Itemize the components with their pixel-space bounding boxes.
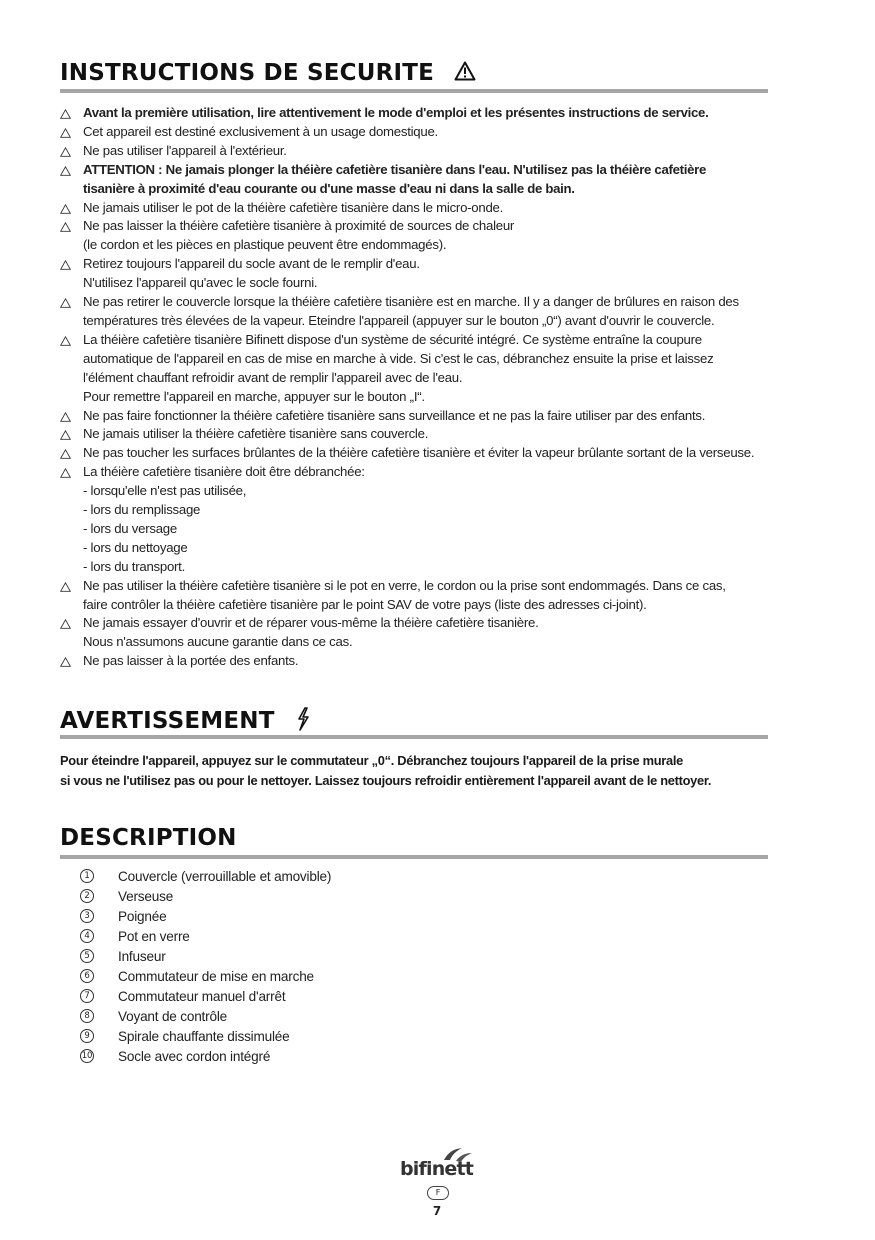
bullet-triangle-icon (60, 449, 71, 459)
safety-item (60, 142, 830, 161)
part-label: Pot en verre (118, 929, 190, 944)
part-number: 10 (81, 1051, 93, 1062)
bullet-triangle-icon (60, 430, 71, 440)
safety-item (60, 463, 830, 576)
bullet-triangle-icon (60, 109, 71, 119)
brand-name: bifinett (400, 1158, 474, 1180)
part-label: Socle avec cordon intégré (118, 1049, 271, 1064)
safety-item (60, 123, 830, 142)
bullet-triangle-icon (60, 412, 71, 422)
warning-heading (60, 707, 311, 736)
safety-item-line: Ne pas utiliser la théière cafetière tisanière si le pot en verre, le cordon ou la prise sont endommagés. Dans ce cas, (83, 577, 726, 593)
safety-item-line: Ne pas faire fonctionner la théière cafetière tisanière sans surveillance et ne pas la faire utiliser par des enfants. (83, 407, 706, 423)
bullet-triangle-icon (60, 147, 71, 157)
bullet-triangle-icon (60, 222, 71, 232)
warning-triangle-icon (454, 61, 476, 86)
safety-heading (60, 61, 476, 86)
safety-item-line: Ne pas utiliser l'appareil à l'extérieur. (83, 142, 287, 158)
part-label: Commutateur manuel d'arrêt (118, 989, 286, 1004)
description-title: DESCRIPTION (60, 825, 237, 851)
part-item (80, 1007, 228, 1027)
safety-item-line: automatique de l'appareil en cas de mise en marche à vide. Si c'est le cas, débranchez ensuite la prise et laissez (83, 350, 714, 366)
description-heading (60, 827, 237, 850)
warning-text (60, 751, 840, 790)
description-rule (60, 855, 768, 859)
part-item (80, 1047, 271, 1067)
safety-item-line: La théière cafetière tisanière doit être débranchée: (83, 464, 365, 480)
safety-item-line: Cet appareil est destiné exclusivement à un usage domestique. (83, 123, 438, 139)
safety-item-line: Ne pas laisser à la portée des enfants. (83, 653, 299, 669)
safety-item-line: Ne pas laisser la théière cafetière tisanière à proximité de sources de chaleur (83, 218, 515, 234)
safety-item (60, 217, 830, 255)
part-number: 4 (80, 929, 94, 943)
safety-rule (60, 89, 768, 93)
part-item (80, 987, 286, 1007)
warning-rule (60, 735, 768, 739)
country-badge: F (427, 1186, 449, 1200)
safety-item (60, 614, 830, 652)
safety-item-line: Avant la première utilisation, lire attentivement le mode d'emploi et les présentes instructions de service. (83, 105, 709, 120)
warning-title: AVERTISSEMENT (60, 708, 275, 734)
part-label: Voyant de contrôle (118, 1009, 228, 1024)
safety-item-line: faire contrôler la théière cafetière tisanière par le point SAV de votre pays (liste des adresses ci-joint). (83, 596, 647, 612)
warning-line: Pour éteindre l'appareil, appuyez sur le commutateur „0“. Débranchez toujours l'appareil de la prise murale (60, 753, 683, 768)
bullet-triangle-icon (60, 260, 71, 270)
safety-item-line: tisanière à proximité d'eau courante ou d'une masse d'eau ni dans la salle de bain. (83, 180, 575, 196)
part-item (80, 907, 167, 927)
part-label: Spirale chauffante dissimulée (118, 1029, 290, 1044)
part-label: Commutateur de mise en marche (118, 969, 314, 984)
safety-item (60, 161, 830, 199)
warning-line: si vous ne l'utilisez pas ou pour le nettoyer. Laissez toujours refroidir entièrement l'appareil avant de le nettoyer. (60, 772, 712, 788)
safety-item-line: - lors du transport. (83, 558, 186, 574)
part-item (80, 867, 332, 887)
safety-item-line: - lors du remplissage (83, 502, 201, 518)
safety-item-line: - lorsqu'elle n'est pas utilisée, (83, 483, 247, 499)
bullet-triangle-icon (60, 619, 71, 629)
safety-item (60, 255, 830, 293)
safety-item-line: Nous n'assumons aucune garantie dans ce cas. (83, 634, 353, 650)
part-number: 7 (80, 989, 94, 1003)
bullet-triangle-icon (60, 166, 71, 176)
safety-item-line: ATTENTION : Ne jamais plonger la théière cafetière tisanière dans l'eau. N'utilisez pas la théière cafetière (83, 161, 706, 177)
part-label: Verseuse (118, 889, 174, 904)
safety-item-line: N'utilisez l'appareil qu'avec le socle fourni. (83, 275, 318, 291)
safety-item-line: températures très élevées de la vapeur. Eteindre l'appareil (appuyer sur le bouton „0“) avant d'ouvrir le couvercle. (83, 312, 715, 328)
part-item (80, 967, 314, 987)
parts-list (80, 867, 332, 1067)
part-item (80, 947, 166, 967)
safety-item (60, 407, 830, 426)
safety-item (60, 293, 830, 331)
safety-item-line: Retirez toujours l'appareil du socle avant de le remplir d'eau. (83, 256, 420, 272)
lightning-bolt-icon (295, 707, 311, 736)
safety-item-line: (le cordon et les pièces en plastique peuvent être endommagés). (83, 237, 447, 253)
safety-item (60, 104, 830, 123)
safety-title: INSTRUCTIONS DE SECURITE (60, 60, 435, 86)
safety-item-line: La théière cafetière tisanière Bifinett dispose d'un système de sécurité intégré. Ce système entraîne la coupure (83, 331, 702, 347)
bullet-triangle-icon (60, 582, 71, 592)
safety-item (60, 652, 830, 671)
safety-item-line: Ne jamais utiliser la théière cafetière tisanière sans couvercle. (83, 426, 429, 442)
safety-instructions-list (60, 104, 830, 671)
bullet-triangle-icon (60, 204, 71, 214)
part-item (80, 1027, 290, 1047)
part-item (80, 887, 174, 907)
safety-item-line: Ne jamais essayer d'ouvrir et de réparer vous-même la théière cafetière tisanière. (83, 615, 539, 631)
part-number: 9 (80, 1029, 94, 1043)
safety-item-line: - lors du versage (83, 520, 177, 536)
part-label: Poignée (118, 909, 167, 924)
safety-item-line: l'élément chauffant refroidir avant de remplir l'appareil avec de l'eau. (83, 369, 463, 385)
part-number: 3 (80, 909, 94, 923)
bullet-triangle-icon (60, 298, 71, 308)
bifinett-logo (396, 1148, 480, 1188)
part-item (80, 927, 190, 947)
safety-item-line: Ne pas toucher les surfaces brûlantes de la théière cafetière tisanière et éviter la vapeur brûlante sortant de la verseuse. (83, 445, 755, 461)
part-number: 8 (80, 1009, 94, 1023)
part-number: 1 (80, 869, 94, 883)
safety-item (60, 444, 830, 463)
safety-item-line: Pour remettre l'appareil en marche, appuyer sur le bouton „I“. (83, 388, 425, 404)
part-number: 2 (80, 889, 94, 903)
safety-item (60, 331, 830, 407)
bullet-triangle-icon (60, 336, 71, 346)
part-number: 6 (80, 969, 94, 983)
bullet-triangle-icon (60, 657, 71, 667)
safety-item-line: Ne pas retirer le couvercle lorsque la théière cafetière tisanière est en marche. Il y a danger de brûlures en raison des (83, 294, 739, 310)
bullet-triangle-icon (60, 128, 71, 138)
part-number: 5 (80, 949, 94, 963)
page-number: 7 (432, 1204, 442, 1218)
safety-item-line: - lors du nettoyage (83, 539, 188, 555)
part-label: Couvercle (verrouillable et amovible) (118, 869, 332, 884)
bullet-triangle-icon (60, 468, 71, 478)
safety-item (60, 577, 830, 615)
safety-item (60, 425, 830, 444)
safety-item-line: Ne jamais utiliser le pot de la théière cafetière tisanière dans le micro-onde. (83, 199, 504, 215)
part-label: Infuseur (118, 949, 166, 964)
safety-item (60, 199, 830, 218)
